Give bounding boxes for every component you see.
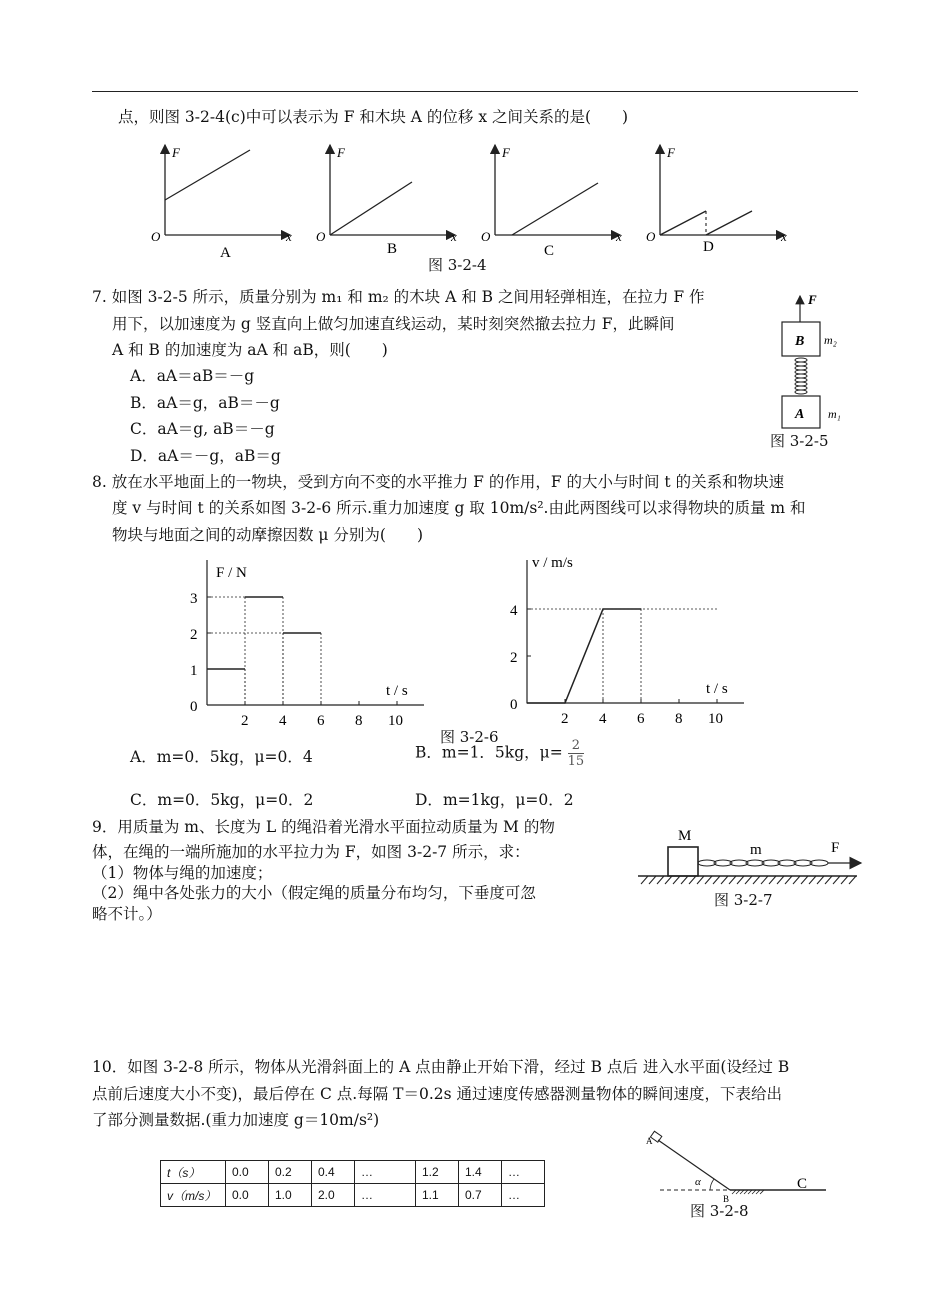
q6-text: 点，则图 3-2-4(c)中可以表示为 F 和木块 A 的位移 x 之间关系的是( ) (118, 108, 629, 126)
table-cell: 0.0 (226, 1184, 269, 1207)
table-cell: 1.1 (416, 1184, 459, 1207)
q8-line-3: 物块与地面之间的动摩擦因数 μ 分别为( ) (112, 526, 424, 544)
q10-data-table (160, 1160, 545, 1207)
point-b-label: B (723, 1194, 730, 1204)
q9-line-3: （1）物体与绳的加速度； (92, 864, 273, 882)
q9-block-label: M (678, 828, 692, 844)
x-tick-label: 10 (708, 711, 723, 727)
graph-d-label: D (703, 239, 714, 255)
table-cell: … (502, 1184, 545, 1207)
q7-option-c: C．aA＝g, aB＝－g (130, 420, 275, 438)
rope (698, 860, 828, 866)
q7-line-3: A 和 B 的加速度为 aA 和 aB，则( ) (112, 341, 388, 359)
graph-d (646, 145, 787, 255)
table-cell: v（m/s） (161, 1184, 226, 1207)
table-row (161, 1161, 545, 1184)
q9-line-5: 略不计。） (92, 905, 162, 923)
q7-caption: 图 3-2-5 (770, 432, 829, 450)
q9-figure (635, 822, 865, 892)
graph-d-origin: O (646, 229, 656, 244)
mass-m1-label: m₁ (828, 407, 841, 421)
q9-caption: 图 3-2-7 (714, 891, 773, 909)
graph-b (316, 145, 457, 257)
y-axis-label: v / m/s (532, 555, 573, 571)
graph-d-line-2 (706, 211, 752, 235)
incline (658, 1140, 730, 1190)
table-cell: 0.2 (269, 1161, 312, 1184)
graph-b-label: B (387, 241, 398, 257)
angle-label: α (695, 1176, 701, 1188)
mu-fraction: $\frac{2}{15}$ (567, 738, 585, 769)
block-b-label: B (795, 334, 805, 349)
q6-graphs (140, 135, 800, 265)
y-tick-label: 1 (190, 663, 198, 679)
graph-d-f-label: F (667, 145, 675, 160)
header-rule (92, 91, 858, 92)
q8-line-2: 度 v 与时间 t 的关系如图 3-2-6 所示.重力加速度 g 取 10m/s².由此两图线可以求得物块的质量 m 和 (112, 499, 806, 517)
q8-caption: 图 3-2-6 (440, 728, 499, 746)
q6-caption: 图 3-2-4 (428, 256, 487, 274)
graph-c-origin: O (481, 229, 491, 244)
q10-figure (640, 1130, 840, 1205)
table-cell: 0.4 (312, 1161, 355, 1184)
q7-figure (770, 288, 860, 438)
graph-d-line-1 (660, 211, 706, 235)
x-tick-label: 8 (355, 713, 363, 729)
x-tick-label: 6 (317, 713, 325, 729)
table-cell: 2.0 (312, 1184, 355, 1207)
x-tick-label: 4 (599, 711, 607, 727)
spring (795, 358, 807, 394)
q7-line-2: 用下，以加速度为 g 竖直向上做匀加速直线运动，某时刻突然撤去拉力 F，此瞬间 (112, 315, 675, 333)
x-tick-label: 10 (388, 713, 403, 729)
graph-c-line (512, 183, 598, 235)
q10-line-1: 10．如图 3-2-8 所示，物体从光滑斜面上的 A 点由静止开始下滑，经过 B 点后 进入水平面(设经过 B (92, 1058, 790, 1076)
graph-a-label: A (220, 245, 231, 261)
mass-m2-label: m₂ (824, 333, 837, 347)
graph-a-f-label: F (172, 145, 180, 160)
y-tick-label: 3 (190, 591, 198, 607)
q7-option-d: D．aA＝－g，aB＝g (130, 447, 281, 465)
y-tick-label: 0 (510, 697, 518, 713)
v-point (564, 702, 565, 703)
graph-a-x-label: x (286, 229, 292, 244)
chart-v-t (500, 545, 790, 735)
q8-option-a: A．m=0．5kg，μ=0．4 (130, 748, 313, 766)
y-tick-label: 2 (190, 627, 198, 643)
x-tick-label: 2 (241, 713, 249, 729)
y-tick-label: 4 (510, 603, 518, 619)
point-a-label: A (646, 1136, 653, 1146)
v-point (526, 702, 527, 703)
graph-b-origin: O (316, 229, 326, 244)
q8-option-b: B．m=1．5kg，μ= $\frac{2}{15}$ (415, 738, 585, 769)
graph-b-x-label: x (451, 229, 457, 244)
graph-a (151, 145, 292, 261)
q10-line-3: 了部分测量数据.(重力加速度 g＝10m/s²) (92, 1111, 380, 1129)
q9-line-4: （2）绳中各处张力的大小（假定绳的质量分布均匀，下垂度可忽 (92, 884, 536, 902)
q7-option-b: B．aA＝g，aB＝－g (130, 394, 280, 412)
graph-b-f-label: F (337, 145, 345, 160)
v-series-line (527, 609, 641, 703)
graph-c-x-label: x (616, 229, 622, 244)
x-tick-label: 8 (675, 711, 683, 727)
y-tick-label: 0 (190, 699, 198, 715)
q10-caption: 图 3-2-8 (690, 1202, 749, 1220)
q7-line-1: 7. 如图 3-2-5 所示，质量分别为 m₁ 和 m₂ 的木块 A 和 B 之间用轻弹相连，在拉力 F 作 (92, 288, 705, 306)
x-tick-label: 2 (561, 711, 569, 727)
q9-rope-label: m (750, 842, 762, 858)
block-m-big (668, 847, 698, 876)
table-cell: 0.0 (226, 1161, 269, 1184)
chart-f-t (180, 545, 450, 735)
graph-c-label: C (544, 243, 555, 259)
graph-d-x-label: x (781, 229, 787, 244)
table-cell: 1.2 (416, 1161, 459, 1184)
table-cell: 0.7 (459, 1184, 502, 1207)
q10-line-2: 点前后速度大小不变)，最后停在 C 点.每隔 T＝0.2s 通过速度传感器测量物体的瞬间速度，下表给出 (92, 1085, 782, 1103)
q9-line-2: 体，在绳的一端所施加的水平拉力为 F，如图 3-2-7 所示，求： (92, 843, 530, 861)
table-cell: 1.0 (269, 1184, 312, 1207)
point-c-label: C (797, 1176, 808, 1192)
q8-option-d: D．m=1kg，μ=0．2 (415, 791, 574, 809)
graph-b-line (330, 182, 412, 235)
y-axis-label: F / N (216, 565, 247, 581)
table-cell: 1.4 (459, 1161, 502, 1184)
x-tick-label: 4 (279, 713, 287, 729)
x-axis-label: t / s (386, 683, 408, 699)
q7-force-label: F (808, 292, 817, 307)
q9-force-label: F (831, 840, 840, 856)
graph-c (481, 145, 622, 259)
q7-option-a: A．aA＝aB＝－g (130, 367, 255, 385)
graph-c-f-label: F (502, 145, 510, 160)
q8-option-c: C．m=0．5kg，μ=0．2 (130, 791, 314, 809)
x-tick-label: 6 (637, 711, 645, 727)
x-axis-label: t / s (706, 681, 728, 697)
q9-line-1: 9．用质量为 m、长度为 L 的绳沿着光滑水平面拉动质量为 M 的物 (92, 818, 555, 836)
table-cell: … (355, 1161, 416, 1184)
y-tick-label: 2 (510, 650, 518, 666)
table-cell: t（s） (161, 1161, 226, 1184)
table-row (161, 1184, 545, 1207)
graph-a-origin: O (151, 229, 161, 244)
table-cell: … (502, 1161, 545, 1184)
table-cell: … (355, 1184, 416, 1207)
ground-hatch (641, 876, 856, 884)
q8-line-1: 8. 放在水平地面上的一物块，受到方向不变的水平推力 F 的作用，F 的大小与时间 t 的关系和物块速 (92, 473, 785, 491)
block-a-label: A (795, 407, 805, 422)
